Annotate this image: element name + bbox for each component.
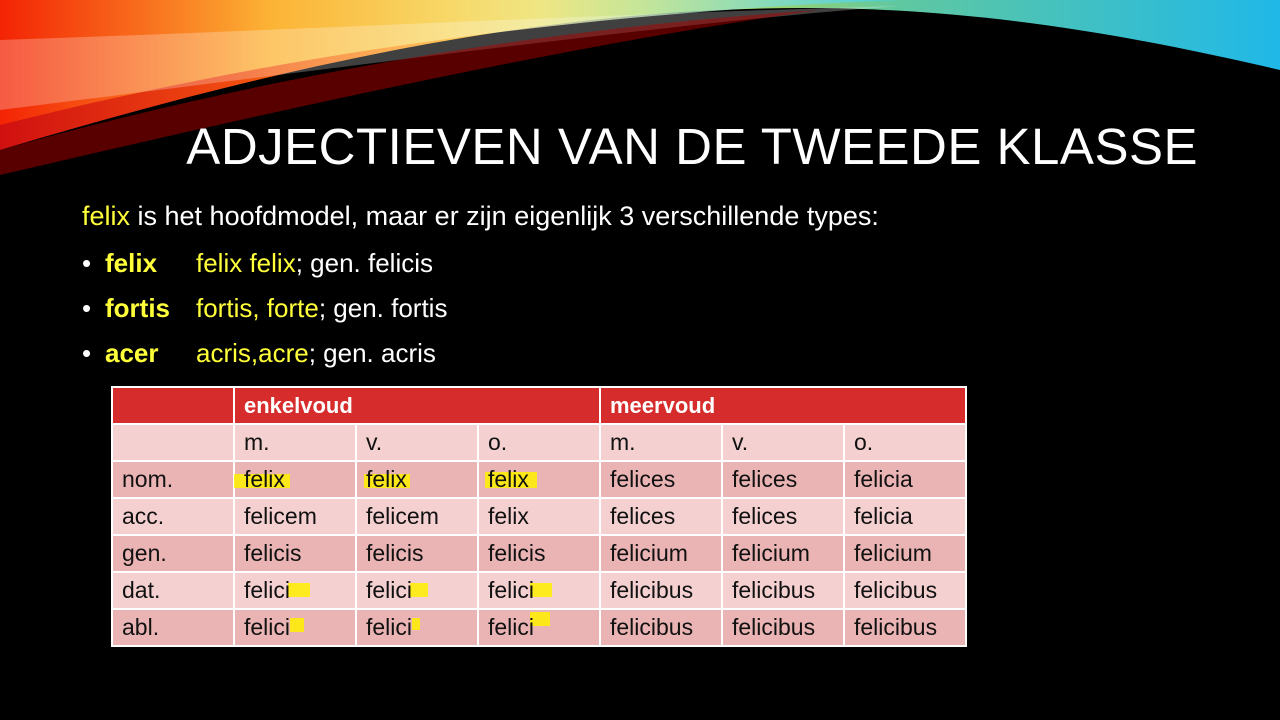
bullet-sep: ; [318, 293, 334, 323]
table-header-meervoud: meervoud [600, 387, 966, 424]
table-row [112, 461, 966, 498]
table-header-cell: o. [478, 424, 600, 461]
table-row [112, 535, 966, 572]
case-label: abl. [112, 609, 234, 646]
case-label: gen. [112, 535, 234, 572]
table-cell: felices [600, 461, 722, 498]
bullet-dot-icon: • [82, 248, 92, 278]
table-header-cell: v. [722, 424, 844, 461]
intro-highlight: felix [82, 201, 131, 231]
table-cell: felici [234, 609, 356, 646]
table-header-enkelvoud: enkelvoud [234, 387, 600, 424]
table-cell: felices [600, 498, 722, 535]
table-cell: felicis [356, 535, 478, 572]
bullet-item [82, 336, 436, 370]
table-cell: felici [356, 572, 478, 609]
table-header-cell: o. [844, 424, 966, 461]
bullet-term: fortis [105, 293, 170, 323]
table-row [112, 609, 966, 646]
bullet-forms: acris,acre [196, 338, 309, 368]
table-cell: felix [234, 461, 356, 498]
bullet-gen: gen. acris [323, 338, 436, 368]
bullet-forms: fortis, forte [196, 293, 319, 323]
table-header-cell: m. [234, 424, 356, 461]
bullet-item [82, 246, 433, 280]
table-cell: felicem [234, 498, 356, 535]
table-cell: felicibus [600, 609, 722, 646]
table-row [112, 572, 966, 609]
bullet-forms: felix felix [196, 248, 296, 278]
table-header-cell [112, 424, 234, 461]
bullet-term: acer [105, 338, 159, 368]
bullet-dot-icon: • [82, 338, 92, 368]
table-cell: felices [722, 498, 844, 535]
table-cell: felicibus [722, 609, 844, 646]
table-cell: felicibus [600, 572, 722, 609]
table-cell: felici [234, 572, 356, 609]
table-cell: felicibus [722, 572, 844, 609]
table-cell: felicis [478, 535, 600, 572]
declension-table [111, 386, 967, 647]
intro-line [82, 199, 879, 233]
case-label: acc. [112, 498, 234, 535]
table-cell: felicis [234, 535, 356, 572]
table-row [112, 498, 966, 535]
table-cell: felix [478, 498, 600, 535]
table-cell: felicium [844, 535, 966, 572]
table-cell: felices [722, 461, 844, 498]
slide-title: ADJECTIEVEN VAN DE TWEEDE KLASSE [186, 118, 1198, 175]
table-cell: felici [478, 609, 600, 646]
table-cell: felicia [844, 498, 966, 535]
case-label: nom. [112, 461, 234, 498]
table-cell: felix [356, 461, 478, 498]
table-cell: felici [356, 609, 478, 646]
bullet-gen: gen. fortis [333, 293, 448, 323]
table-cell: felicium [722, 535, 844, 572]
bullet-term: felix [105, 248, 158, 278]
table-group-header-row [112, 387, 966, 424]
bullet-sep: ; [295, 248, 311, 278]
table-cell: felicia [844, 461, 966, 498]
table-cell: felicium [600, 535, 722, 572]
table-header-cell: v. [356, 424, 478, 461]
table-cell: felici [478, 572, 600, 609]
table-cell: felicibus [844, 572, 966, 609]
table-header-cell: m. [600, 424, 722, 461]
table-cell: felicibus [844, 609, 966, 646]
bullet-gen: gen. felicis [310, 248, 433, 278]
table-cell: felicem [356, 498, 478, 535]
table-gender-row [112, 424, 966, 461]
intro-text: is het hoofdmodel, maar er zijn eigenlijk 3 verschillende types: [130, 201, 879, 231]
bullet-sep: ; [308, 338, 324, 368]
table-header-cell [112, 387, 234, 424]
case-label: dat. [112, 572, 234, 609]
table-cell: felix [478, 461, 600, 498]
bullet-dot-icon: • [82, 293, 92, 323]
bullet-item [82, 291, 447, 325]
